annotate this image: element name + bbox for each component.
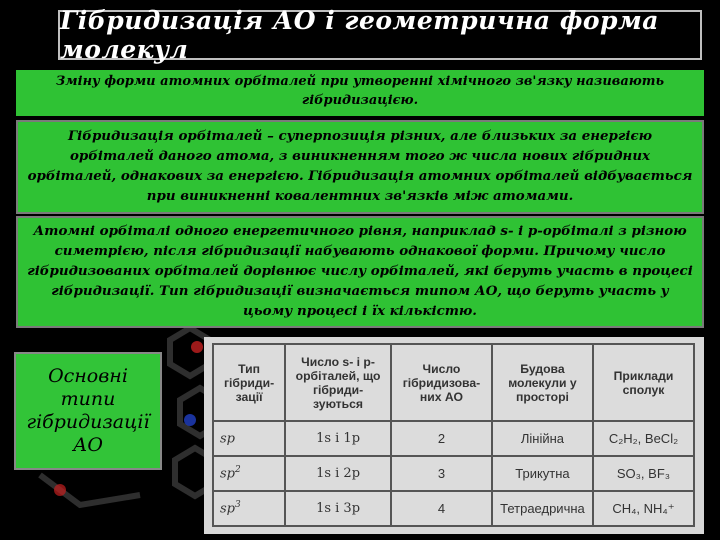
header-examples: Приклади сполук <box>593 344 694 421</box>
cell-type: $sp^2$ <box>213 456 285 491</box>
definition-box-3: Атомні орбіталі одного енергетичного рівня, наприклад s- і p-орбіталі з різною симетрією, після гібридизації набувають однакової форми. Причому число гібридизованих орбіталей дорівнює числу орбіталей, які беруть участь в процесі гібридизації. Тип гібридизації визначається типом АО, що беруть участь у цьому процесі і їх кількістю. <box>16 216 704 328</box>
definition-box-1: Зміну форми атомних орбіталей при утворенні хімічного зв'язку називають гібридизацією. <box>16 70 704 116</box>
hybridization-table <box>212 343 695 527</box>
cell-examples: C₂H₂, BeCl₂ <box>593 421 694 456</box>
header-count: Число гібридизова- них АО <box>391 344 492 421</box>
side-label-line-2: типи <box>60 388 116 410</box>
table-row <box>213 421 694 456</box>
cell-count: 4 <box>391 491 492 526</box>
side-label-line-3: гібридизації <box>26 411 150 433</box>
side-label-line-1: Основні <box>48 365 128 387</box>
cell-orbitals: 1s і 2p <box>285 456 391 491</box>
hybridization-table-image <box>204 337 704 534</box>
cell-shape: Тетраедрична <box>492 491 593 526</box>
cell-orbitals: 1s і 3p <box>285 491 391 526</box>
cell-type: $sp^3$ <box>213 491 285 526</box>
table-header-row <box>213 344 694 421</box>
hybridization-types-label <box>14 352 162 470</box>
table-row <box>213 491 694 526</box>
cell-shape: Лінійна <box>492 421 593 456</box>
cell-examples: CH₄, NH₄⁺ <box>593 491 694 526</box>
cell-count: 2 <box>391 421 492 456</box>
header-orbitals: Число s- і p- орбіталей, що гібриди- зуються <box>285 344 391 421</box>
side-label-line-4: АО <box>73 434 103 456</box>
slide-title: Гібридизація АО і геометрична форма молекул <box>58 10 702 60</box>
cell-count: 3 <box>391 456 492 491</box>
header-type: Тип гібриди- зації <box>213 344 285 421</box>
table-row <box>213 456 694 491</box>
cell-orbitals: 1s і 1p <box>285 421 391 456</box>
header-shape: Будова молекули у просторі <box>492 344 593 421</box>
cell-shape: Трикутна <box>492 456 593 491</box>
cell-type: sp <box>213 421 285 456</box>
cell-examples: SO₃, BF₃ <box>593 456 694 491</box>
definition-box-2: Гібридизація орбіталей – суперпозиція різних, але близьких за енергією орбіталей даного атома, з виникненням того ж числа нових гібридних орбіталей, однакових за енергією. Гібридизація атомних орбіталей відбувається при виникненні ковалентних зв'язків між атомами. <box>16 120 704 214</box>
